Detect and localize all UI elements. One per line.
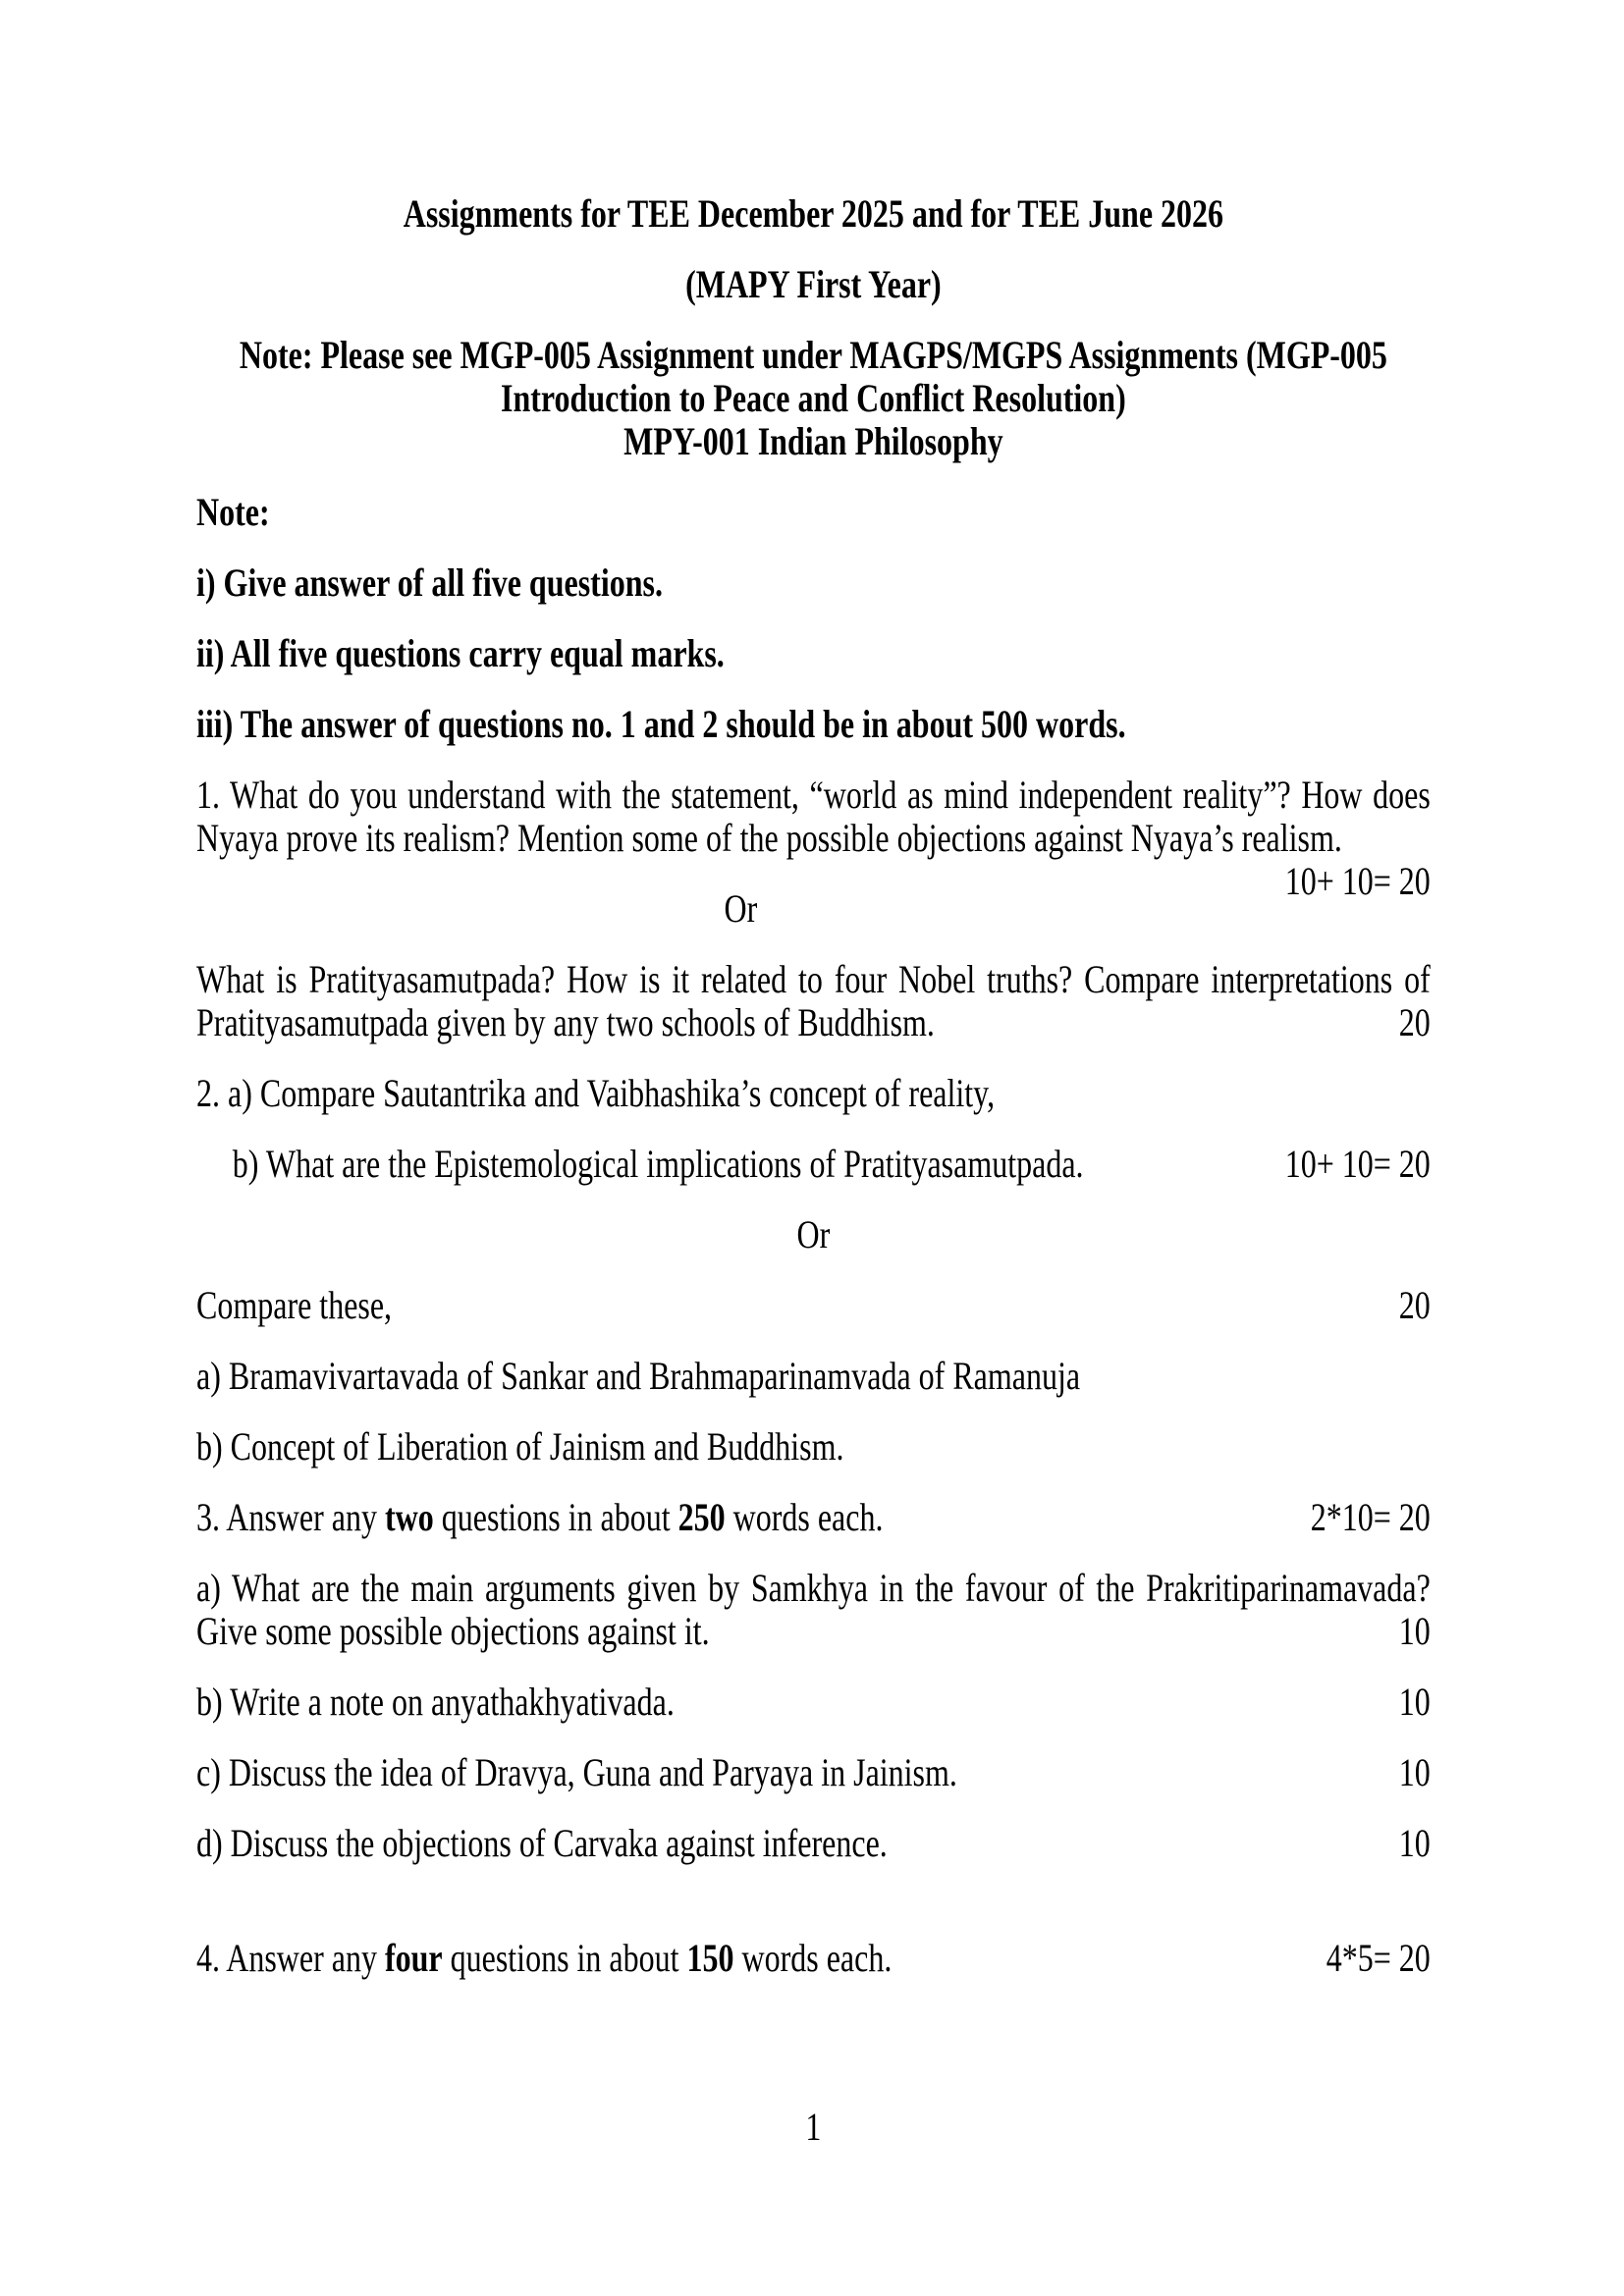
marks-value: 10 <box>1398 1680 1431 1724</box>
text-segment: questions in about <box>442 1936 687 1980</box>
paragraph-q3 <box>196 1496 1431 1539</box>
paragraph-q3-d <box>196 1822 1431 1865</box>
text-segment: c) Discuss the idea of Dravya, Guna and Paryaya in Jainism. <box>196 1750 957 1794</box>
marks-value: 10 <box>1398 1750 1431 1794</box>
marks-value: 10+ 10= 20 <box>1284 859 1431 903</box>
text-segment: 150 <box>686 1936 734 1980</box>
page-number: 1 <box>805 2105 822 2149</box>
text-segment: a) Bramavivartavada of Sankar and Brahmaparinamvada of Ramanuja <box>196 1354 1081 1398</box>
text-segment: b) Write a note on anyathakhyativada. <box>196 1680 675 1724</box>
text-segment: words each. <box>725 1495 884 1539</box>
course-note <box>196 334 1431 463</box>
text-segment: words each. <box>733 1936 893 1980</box>
text-segment: 2. a) Compare Sautantrika and Vaibhashika’s concept of reality, <box>196 1071 996 1115</box>
paragraph-q3-a <box>196 1567 1431 1653</box>
text-segment: 4. Answer any <box>196 1936 385 1980</box>
paragraph-q2-alt-b <box>196 1425 1431 1468</box>
paragraph-q2-alt-a <box>196 1355 1431 1398</box>
text-segment: b) What are the Epistemological implications of Pratityasamutpada. <box>232 1142 1084 1186</box>
document-title: Assignments for TEE December 2025 and for TEE June 2026 <box>403 191 1224 236</box>
text-segment: a) What are the main arguments given by Samkhya in the favour of the Prakritiparinamavada? Give some possible objections against it. <box>196 1566 1431 1653</box>
text-segment: Or <box>796 1212 831 1256</box>
paragraph-q4 <box>196 1937 1431 1980</box>
text-segment: two <box>384 1495 434 1539</box>
marks-value: 10 <box>1398 1609 1431 1653</box>
paragraph-q2-a <box>196 1072 1431 1115</box>
note-label: Note: <box>196 490 270 534</box>
paragraph-q1 <box>196 773 1431 903</box>
paragraph-q2-b <box>196 1143 1431 1186</box>
instruction-i: i) Give answer of all five questions. <box>196 561 663 605</box>
divider-or-1 <box>196 887 1431 931</box>
paragraph-q3-c <box>196 1751 1431 1794</box>
text-segment: Or <box>724 886 758 931</box>
course-title: MPY-001 Indian Philosophy <box>623 419 1003 463</box>
text-segment: d) Discuss the objections of Carvaka against inference. <box>196 1821 888 1865</box>
text-segment: Compare these, <box>196 1283 393 1327</box>
course-note-line-2: Introduction to Peace and Conflict Resolution) <box>501 376 1126 420</box>
document-subtitle: (MAPY First Year) <box>685 262 942 306</box>
marks-value: 10 <box>1398 1821 1431 1865</box>
text-segment: four <box>384 1936 443 1980</box>
instruction-ii: ii) All five questions carry equal marks. <box>196 631 725 675</box>
text-segment: 1. What do you understand with the statement, “world as mind independent reality”? How does Nyaya prove its realism? Mention some of the possible objections against Nyaya’s realism. <box>196 773 1431 860</box>
paragraph-q3-b <box>196 1681 1431 1724</box>
marks-value: 10+ 10= 20 <box>1284 1142 1431 1186</box>
text-segment: 250 <box>677 1495 726 1539</box>
marks-value: 20 <box>1398 1000 1431 1044</box>
marks-value: 2*10= 20 <box>1310 1495 1431 1539</box>
marks-value: 20 <box>1398 1283 1431 1327</box>
instruction-iii: iii) The answer of questions no. 1 and 2 should be in about 500 words. <box>196 702 1126 746</box>
paragraph-q1-alt <box>196 958 1431 1044</box>
text-segment: questions in about <box>433 1495 678 1539</box>
text-segment: b) Concept of Liberation of Jainism and Buddhism. <box>196 1424 844 1468</box>
text-segment: What is Pratityasamutpada? How is it related to four Nobel truths? Compare interpretations of Pratityasamutpada given by any two schools of Buddhism. <box>196 957 1431 1044</box>
document-content <box>196 192 1431 2007</box>
paragraph-q2-alt-intro <box>196 1284 1431 1327</box>
marks-value: 4*5= 20 <box>1326 1936 1431 1980</box>
course-note-line-1: Note: Please see MGP-005 Assignment under MAGPS/MGPS Assignments (MGP-005 <box>239 333 1387 377</box>
divider-or-2 <box>196 1213 1431 1256</box>
document-body <box>196 774 1431 1980</box>
text-segment: 3. Answer any <box>196 1495 385 1539</box>
